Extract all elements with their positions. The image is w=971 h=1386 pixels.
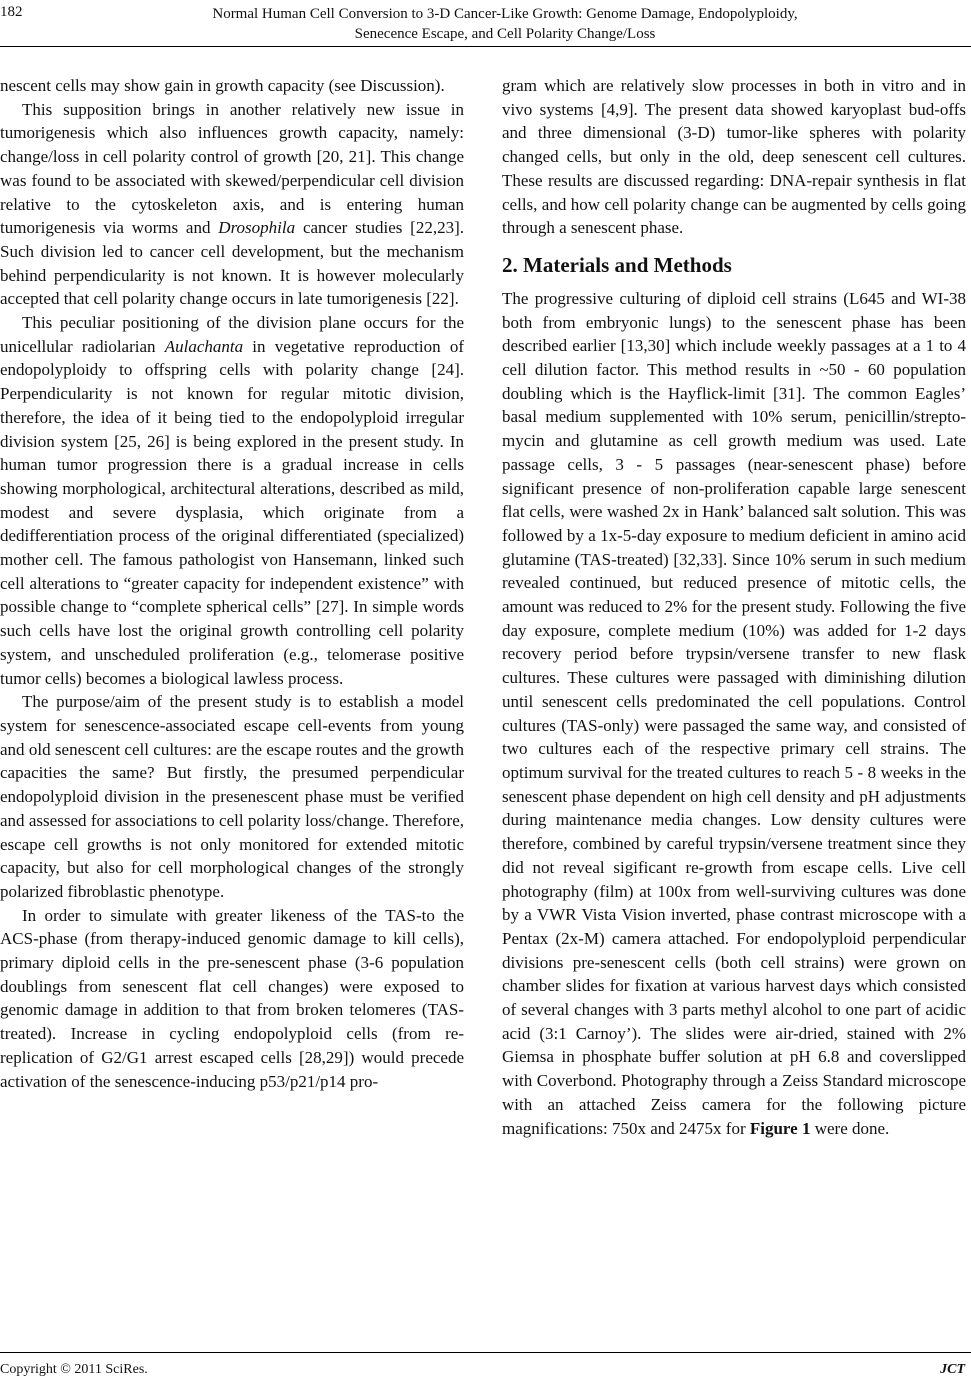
paragraph — [0, 311, 464, 690]
text-run: This supposition brings in another relatively new issue in tumorigenesis which also influences growth capacity, namely: change/loss in cell polarity control of growth [20, 21]. This change was found to be associated with skewed/perpendicular cell division relative to the cytoskeleton axis, and is entering human tumorigenesis via worms and — [0, 99, 464, 238]
paragraph — [502, 287, 966, 1140]
paragraph: nescent cells may show gain in growth capacity (see Discussion). — [0, 76, 445, 95]
copyright-notice: Copyright © 2011 SciRes. — [0, 1362, 148, 1377]
header-divider — [0, 46, 971, 47]
text-run: This peculiar positioning of the division plane occurs for the unicellular radiolarian — [0, 313, 464, 356]
page-number: 182 — [0, 4, 23, 20]
journal-abbrev: JCT — [940, 1362, 965, 1377]
running-title-line-1: Normal Human Cell Conversion to 3-D Cancer-Like Growth: Genome Damage, Endopolyploidy, — [212, 6, 798, 22]
figure-reference: Figure 1 — [749, 1118, 811, 1138]
paragraph: In order to simulate with greater likeness of the TAS-to the ACS-phase (from therapy-induced genomic damage to kill cells), primary diploid cells in the pre-senescent phase (3-6 population doublings from senescent flat cell changes) were exposed to genomic damage in addition to that from broken telomeres (TAS-treated). Increase in cycling endopolyploid cells (from re-replication of G2/G1 arrest escaped cells [28,29]) would precede activation of the senescence-inducing p53/p21/p14 pro- — [0, 905, 464, 1091]
running-title-line-2: Senecence Escape, and Cell Polarity Change/Loss — [354, 26, 656, 42]
section-heading: 2. Materials and Methods — [502, 252, 732, 277]
text-run: in vegetative reproduction of endopolyploidy to offspring cells with polarity change [24]. Perpendicularity is not known for regular mitotic division, therefore, the idea of it being tied to the endopolyploid irregular division system [25, 26] is being explored in the present study. In human tumor progression there is a gradual increase in cells showing morphological, architectural alterations, described as mild, modest and severe dysplasia, which originate from a dedifferentiation process of the original differentiated (specialized) mother cell. The famous pathologist von Hansemann, linked such cell alterations to “greater capacity for independent existence” with possible change to “complete spherical cells” [27]. In simple words such cells have lost the original growth controlling cell polarity system, and unscheduled proliferation (e.g., telomerase positive tumor cells) becomes a biological lawless process. — [0, 336, 464, 688]
italic-term: Drosophila — [218, 218, 296, 238]
italic-term: Aulachanta — [164, 336, 244, 356]
running-title — [80, 4, 930, 44]
text-run: The progressive culturing of diploid cell strains (L645 and WI-38 both from embryonic lungs) to the senescent phase has been described earlier [13,30] which include weekly passages at a 1 to 4 cell dilution factor. This method results in ~50 - 60 population doubling which is the Hayflick-limit [31]. The common Eagles’ basal medium supplemented with 10% serum, penicillin/streptomycin and glutamine as cell growth medium was used. Late passage cells, 3 - 5 passages (near-senescent phase) before significant presence of non-proliferation capable large senescent flat cells, were washed 2x in Hank’ balanced salt solution. This was followed by a 1x-5-day exposure to medium deficient in amino acid glutamine (TAS-treated) [32,33]. Since 10% serum in such medium revealed continued, but reduced presence of mitotic cells, the amount was reduced to 2% for the present study. Following the five day exposure, complete medium (10%) was added for 1-2 days recovery period before trypsin/versene transfer to new flask cultures. These cultures were passaged with diminishing dilution until senescent cells predominated the cell populations. Control cultures (TAS-only) were passaged the same way, and consisted of two cultures each of the respective primary cell strains. The optimum survival for the treated cultures to reach 5 - 8 weeks in the senescent phase dependent on high cell density and pH adjustments during maintenance media changes. Low density cultures were therefore, combined by careful trypsin/versene treatment since they did not reveal sigificant re-growth from escape cells. Live cell photography (film) at 100x from well-surviving cultures was done by a VWR Vista Vision inverted, phase contrast microscope with a Pentax (2x-M) camera attached. For endopolyploid perpendicular divisions pre-senescent cells (both cell strains) were grown on chamber slides for fixation at various harvest days which consisted of several changes with 3 parts methyl alcohol to one part of acidic acid (3:1 Carnoy’). The slides were air-dried, stained with 2% Giemsa in phosphate buffer solution at pH 6.8 and coverslipped with Coverbond. Photography through a Zeiss Standard microscope with an attached Zeiss camera for the following picture magnifications: 750x and 2475x for — [502, 288, 966, 1138]
paragraph — [0, 98, 464, 311]
right-column — [502, 74, 966, 1140]
page-header — [0, 2, 971, 46]
paragraph: gram which are relatively slow processes in both in vitro and in vivo systems [4,9]. The present data showed karyoplast bud-offs and three dimensional (3-D) tumor-like spheres with polarity changed cells, but only in the old, deep senescent cell cultures. These results are discussed regarding: DNA-repair synthesis in flat cells, and how cell polarity change can be augmented by cells going through a senescent phase. — [502, 76, 966, 238]
left-column — [0, 74, 464, 1093]
text-run: cancer studies [22,23]. Such division led to cancer cell development, but the mechanism behind perpendicularity is not known. It is however molecularly accepted that cell polarity change occurs in late tumorigenesis [22]. — [0, 218, 465, 309]
text-run: were done. — [810, 1118, 890, 1138]
footer-divider — [0, 1352, 971, 1353]
paragraph: The purpose/aim of the present study is to establish a model system for senescence-associated escape cell-events from young and old senescent cell cultures: are the escape routes and the growth capacities the same? But firstly, the presumed perpendicular endopolyploid division in the presenescent phase must be verified and assessed for associations to cell polarity loss/change. Therefore, escape cell growths is not only monitored for extended mitotic capacity, but also for cell morphological changes of the strongly polarized fibroblastic phenotype. — [0, 692, 464, 901]
